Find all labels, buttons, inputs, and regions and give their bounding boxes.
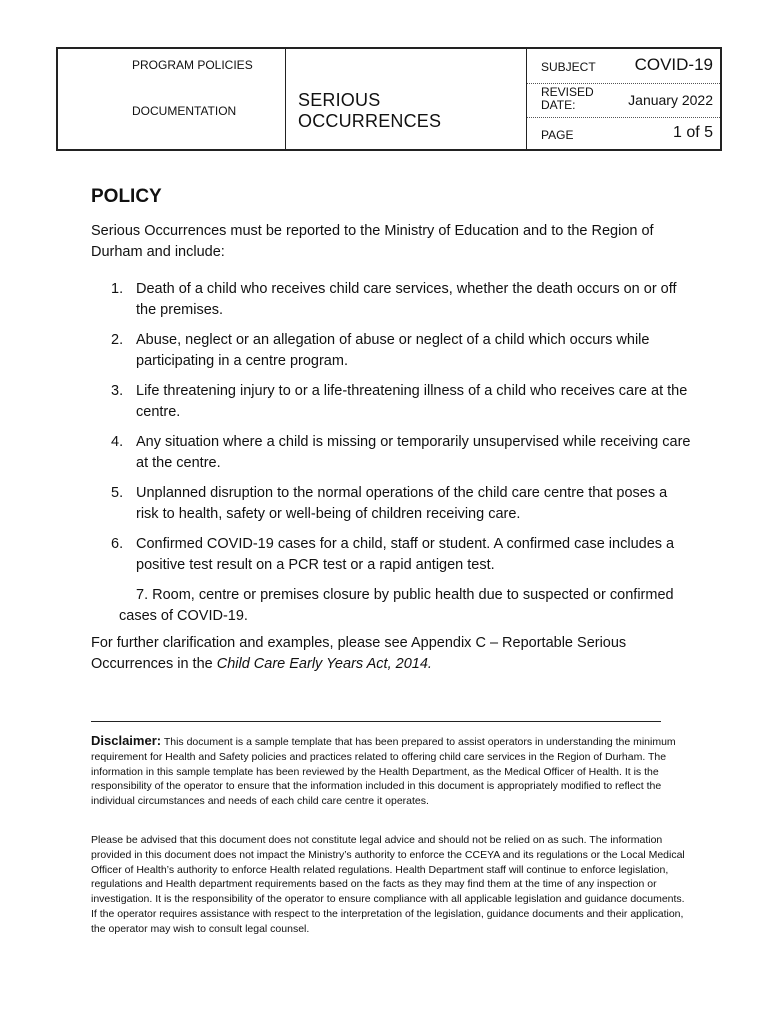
list-text: Confirmed COVID-19 cases for a child, staff or student. A confirmed case includes a positive test result on a PCR test or a rapid antigen test. — [136, 536, 675, 573]
list-text: Abuse, neglect or an allegation of abuse or neglect of a child which occurs while participating in a centre program. — [136, 332, 650, 369]
disclaimer-text: This document is a sample template that has been prepared to assist operators in understanding the minimum requirement for Health and Safety policies and practices related to offering child care services in the Region of Durham. The information in this sample template has been reviewed by the Health Department, as the Medical Officer of Health. It is the responsibility of the operator to ensure that the information included in this document is appropriately modified to reflect the individual circumstances and needs of each child care centre it operates. — [91, 736, 676, 808]
subject-row — [527, 49, 720, 84]
subject-label: SUBJECT — [541, 60, 596, 74]
policy-intro: Serious Occurrences must be reported to the Ministry of Education and to the Region of Durham and include: — [91, 223, 654, 260]
revised-value: January 2022 — [628, 92, 713, 108]
list-number: 2. — [111, 332, 124, 348]
disclaimer-paragraph — [91, 734, 686, 809]
list-item — [91, 483, 691, 525]
list-item — [91, 534, 691, 576]
header-meta-cell — [527, 49, 720, 149]
header-title-cell — [286, 49, 527, 149]
revised-label-line1: REVISED — [541, 85, 594, 99]
list-item — [91, 279, 691, 321]
page-value: 1 of 5 — [672, 124, 713, 141]
list-text: Room, centre or premises closure by public health due to suspected or confirmed cases of COVID-19. — [119, 587, 674, 624]
subject-value: COVID-19 — [634, 55, 713, 74]
program-policies-label: PROGRAM POLICIES — [132, 58, 253, 72]
list-text: Unplanned disruption to the normal operations of the child care centre that poses a risk to health, safety or well-being of children receiving care. — [136, 485, 668, 522]
divider — [91, 721, 661, 722]
list-number: 1. — [111, 281, 124, 297]
header-left-cell — [58, 49, 286, 149]
closing-text: For further clarification and examples, please see Appendix C – Reportable Serious Occurrences in the — [91, 635, 627, 672]
header-table — [56, 47, 722, 151]
revised-label — [541, 86, 594, 112]
list-item — [91, 585, 691, 627]
page-label: PAGE — [541, 128, 574, 142]
disclaimer-label: Disclaimer: — [91, 733, 162, 748]
list-number: 4. — [111, 434, 124, 450]
document-title: SERIOUS OCCURRENCES — [298, 90, 442, 131]
policy-heading: POLICY — [91, 186, 162, 207]
list-item — [91, 381, 691, 423]
list-item — [91, 330, 691, 372]
page-row — [527, 117, 720, 151]
documentation-label: DOCUMENTATION — [132, 104, 237, 118]
list-number: 5. — [111, 485, 124, 501]
list-number: 7. — [136, 587, 149, 603]
closing-paragraph — [91, 633, 691, 675]
legal-advice-paragraph: Please be advised that this document does not constitute legal advice and should not be relied on as such. The information provided in this document does not impact the Ministry’s authority to enforce the CCEYA and its regulations or the Local Medical Officer of Health’s authority to enforce Health related regulations. Health Department staff will continue to enforce legislation, regulations and Health department requirements based on the facts as they may find them at the time of any inspection or investigation. It is the responsibility of the operator to ensure compliance with all applicable legislation and guidance documents. If the operator requires assistance with respect to the interpretation of the legislation, guidance documents and their application, the operator may wish to consult legal counsel. — [91, 834, 685, 935]
list-text: Death of a child who receives child care services, whether the death occurs on or off the premises. — [136, 281, 677, 318]
list-number: 3. — [111, 383, 124, 399]
revised-row — [527, 83, 720, 118]
act-reference: Child Care Early Years Act, 2014. — [216, 656, 432, 672]
list-text: Life threatening injury to or a life-threatening illness of a child who receives care at the centre. — [136, 383, 688, 420]
list-item — [91, 432, 691, 474]
list-number: 6. — [111, 536, 124, 552]
revised-label-line2: DATE: — [541, 98, 576, 112]
list-text: Any situation where a child is missing or temporarily unsupervised while receiving care at the centre. — [136, 434, 691, 471]
occurrence-list — [91, 279, 691, 636]
